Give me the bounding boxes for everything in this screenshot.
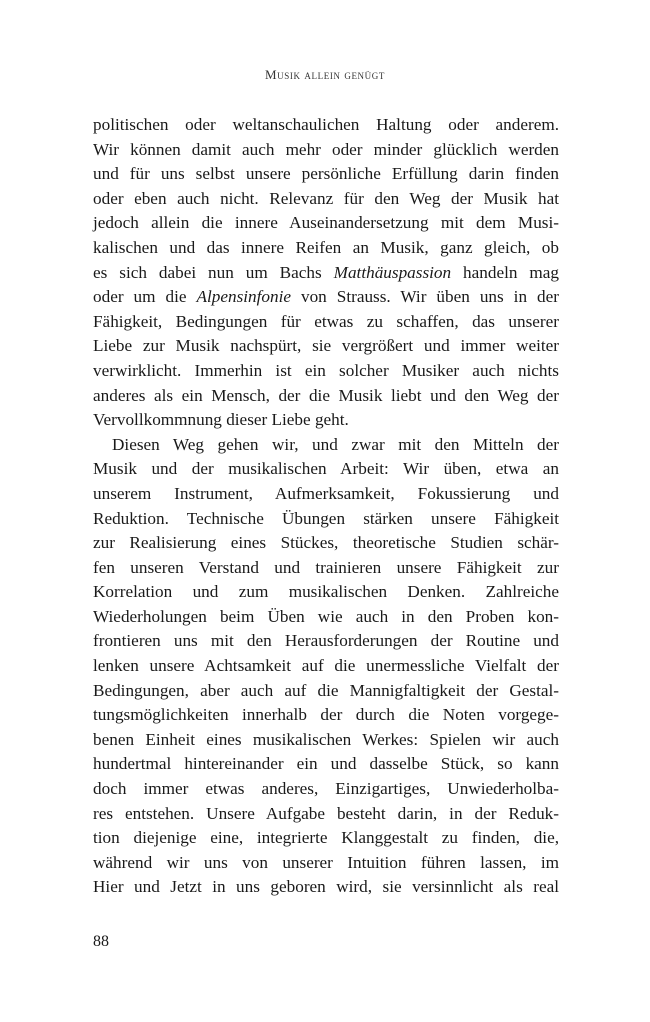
text-line: Hier und Jetzt in uns geboren wird, sie versinnlicht als real [93, 877, 559, 897]
text-line: doch immer etwas anderes, Einzigartiges, Unwiederholba- [93, 779, 559, 799]
text-line: res entstehen. Unsere Aufgabe besteht darin, in der Reduk- [93, 803, 559, 823]
text-line: benen Einheit eines musikalischen Werkes: Spielen wir auch [93, 729, 559, 749]
text-line: Bedingungen, aber auch auf die Mannigfaltigkeit der Gestal- [93, 680, 559, 700]
text-line: tion diejenige eine, integrierte Klanggestalt zu finden, die, [93, 828, 559, 848]
body-text [93, 113, 559, 900]
text-line: verwirklicht. Immerhin ist ein solcher Musiker auch nichts [93, 360, 559, 380]
text-line: Reduktion. Technische Übungen stärken unsere Fähigkeit [93, 508, 559, 528]
text-line: hundertmal hintereinander ein und dasselbe Stück, so kann [93, 754, 559, 774]
text-line: jedoch allein die innere Auseinandersetzung mit dem Musi- [93, 213, 559, 233]
text-line: Fähigkeit, Bedingungen für etwas zu schaffen, das unserer [93, 311, 559, 331]
text-line: fen unseren Verstand und trainieren unsere Fähigkeit zur [93, 557, 559, 577]
text-line: kalischen und das innere Reifen an Musik, ganz gleich, ob [93, 237, 559, 257]
italic-title: Matthäuspassion [333, 262, 452, 282]
page-number: 88 [93, 933, 109, 950]
text-line: Wir können damit auch mehr oder minder glücklich werden [93, 139, 559, 159]
text-line: anderes als ein Mensch, der die Musik liebt und den Weg der [93, 385, 559, 405]
text-line: lenken unsere Achtsamkeit auf die unermessliche Vielfalt der [93, 656, 559, 676]
text-line: Korrelation und zum musikalischen Denken. Zahlreiche [93, 582, 559, 602]
italic-title: Alpensinfonie [196, 287, 291, 307]
running-head: Musik allein genügt [265, 67, 385, 82]
text-line: Vervollkommnung dieser Liebe geht. [93, 410, 349, 430]
text-line: unserem Instrument, Aufmerksamkeit, Fokussierung und [93, 483, 559, 503]
text-line: oder eben auch nicht. Relevanz für den Weg der Musik hat [93, 188, 559, 208]
text-line: Liebe zur Musik nachspürt, sie vergrößert und immer weiter [93, 336, 559, 356]
text-line: Wiederholungen beim Üben wie auch in den Proben kon- [93, 606, 559, 626]
text-line: oder um die Alpensinfonie von Strauss. Wir üben uns in der [93, 287, 559, 307]
text-line: es sich dabei nun um Bachs Matthäuspassion handeln mag [93, 262, 559, 282]
text-line: frontieren uns mit den Herausforderungen der Routine und [93, 631, 559, 651]
text-line: und für uns selbst unsere persönliche Erfüllung darin finden [93, 164, 559, 184]
text-line: zur Realisierung eines Stückes, theoretische Studien schär- [93, 533, 559, 553]
text-line: politischen oder weltanschaulichen Haltung oder anderem. [93, 115, 559, 134]
text-line: während wir uns von unserer Intuition führen lassen, im [93, 852, 559, 872]
text-line: Musik und der musikalischen Arbeit: Wir üben, etwa an [93, 459, 559, 479]
text-line: tungsmöglichkeiten innerhalb der durch die Noten vorgege- [93, 705, 559, 725]
text-line: Diesen Weg gehen wir, und zwar mit den Mitteln der [112, 434, 559, 454]
